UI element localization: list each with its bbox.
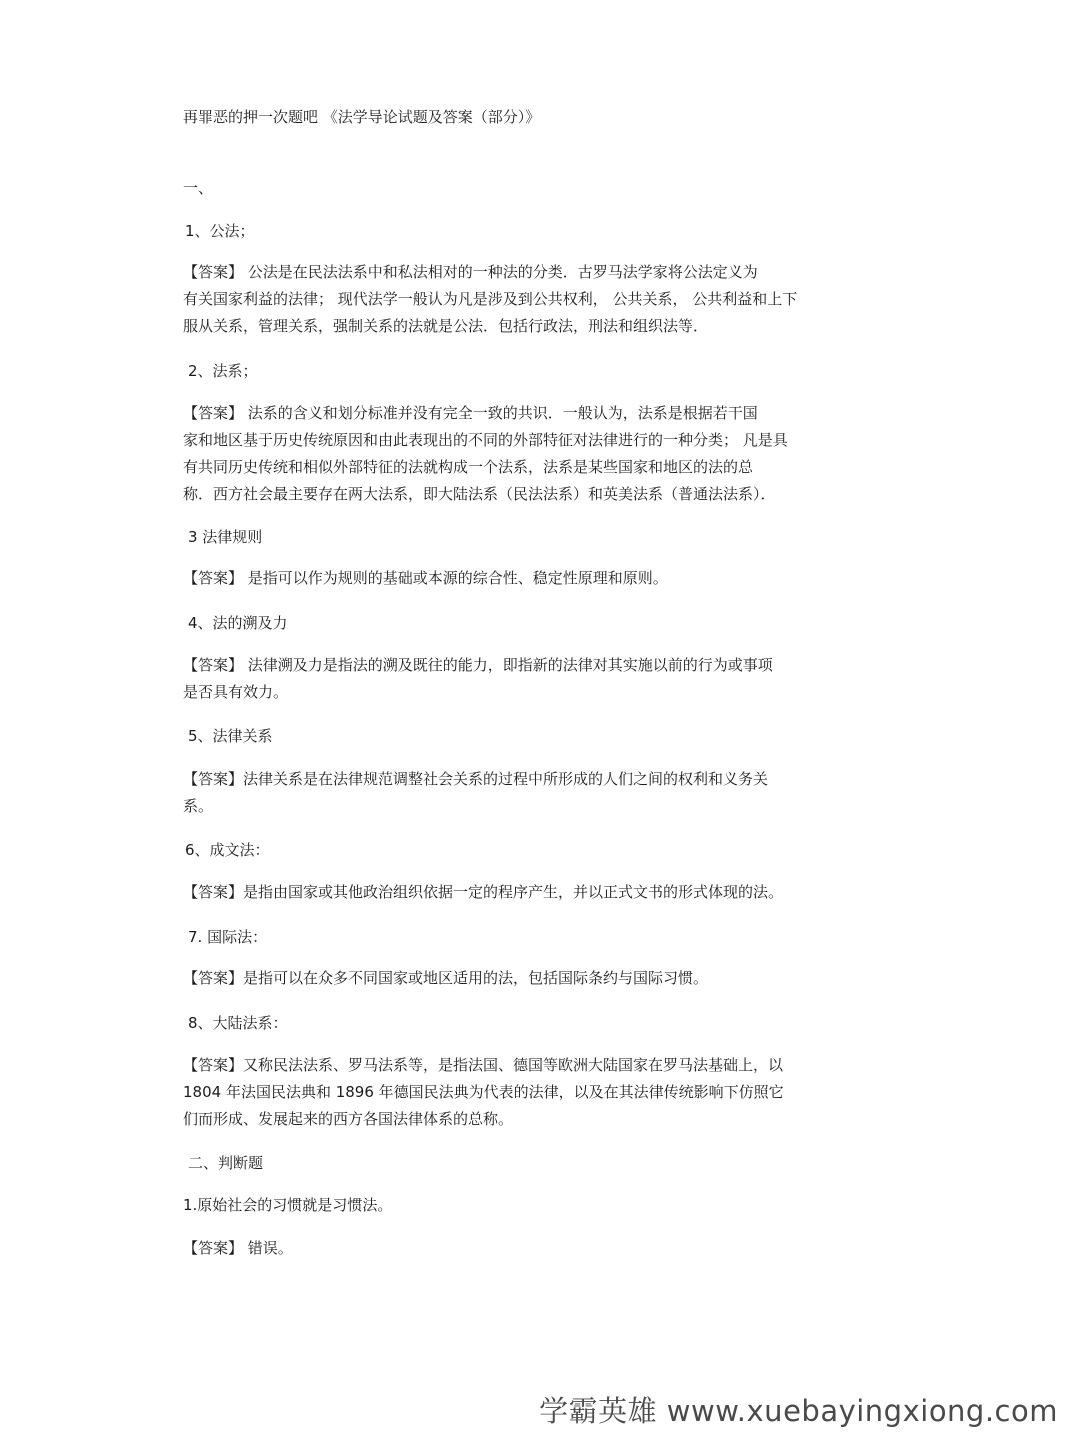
answer-line: 【答案】是指由国家或其他政治组织依据一定的程序产生，并以正式文书的形式体现的法。	[183, 883, 784, 901]
question-title-8: 8、大陆法系：	[188, 1014, 288, 1032]
answer-line: 称．西方社会最主要存在两大法系，即大陆法系（民法法系）和英美法系（普通法法系）．	[183, 485, 776, 503]
question-title-5: 5、法律关系	[188, 727, 273, 745]
section-heading-2: 二、判断题	[188, 1154, 264, 1172]
answer-line: 是否具有效力。	[183, 683, 289, 701]
answer-line: 家和地区基于历史传统原因和由此表现出的不同的外部特征对法律进行的一种分类； 凡是具	[183, 431, 788, 449]
answer-line: 【答案】 错误。	[183, 1239, 293, 1257]
section-heading-1: 一、	[183, 179, 214, 197]
answer-line: 系。	[183, 797, 214, 815]
question-title-6: 6、成文法：	[185, 841, 270, 859]
answer-line: 【答案】 法系的含义和划分标准并没有完全一致的共识．一般认为，法系是根据若干国	[183, 404, 758, 422]
answer-line: 【答案】 法律溯及力是指法的溯及既往的能力，即指新的法律对其实施以前的行为或事项	[183, 656, 773, 674]
answer-line: 们而形成、发展起来的西方各国法律体系的总称。	[183, 1110, 514, 1128]
question-title-1: 1、公法；	[185, 222, 255, 240]
answer-line: 1804 年法国民法典和 1896 年德国民法典为代表的法律，以及在其法律传统影响下仿照它	[183, 1083, 784, 1101]
answer-line: 【答案】是指可以在众多不同国家或地区适用的法，包括国际条约与国际习惯。	[183, 969, 709, 987]
answer-line: 有关国家利益的法律； 现代法学一般认为凡是涉及到公共权利， 公共关系， 公共利益和上下	[183, 290, 798, 308]
answer-line: 【答案】 是指可以作为规则的基础或本源的综合性、稳定性原理和原则。	[183, 569, 668, 587]
document-title: 再罪恶的押一次题吧 《法学导论试题及答案（部分）》	[183, 108, 541, 126]
question-title-3: 3 法律规则	[188, 528, 263, 546]
answer-line: 【答案】 公法是在民法法系中和私法相对的一种法的分类．古罗马法学家将公法定义为	[183, 263, 758, 281]
answer-line: 【答案】又称民法法系、罗马法系等，是指法国、德国等欧洲大陆国家在罗马法基础上，以	[183, 1056, 784, 1074]
answer-line: 【答案】法律关系是在法律规范调整社会关系的过程中所形成的人们之间的权利和义务关	[183, 770, 769, 788]
question-title-4: 4、法的溯及力	[188, 614, 288, 632]
site-watermark: 学霸英雄 www.xuebayingxiong.com	[539, 1394, 1058, 1428]
question-title-7: 7. 国际法：	[188, 928, 268, 946]
question-title-2: 2、法系；	[188, 362, 258, 380]
answer-line: 服从关系，管理关系，强制关系的法就是公法．包括行政法，刑法和组织法等．	[183, 317, 709, 335]
answer-line: 有共同历史传统和相似外部特征的法就构成一个法系，法系是某些国家和地区的法的总	[183, 458, 754, 476]
judgment-title-1: 1.原始社会的习惯就是习惯法。	[183, 1196, 393, 1214]
